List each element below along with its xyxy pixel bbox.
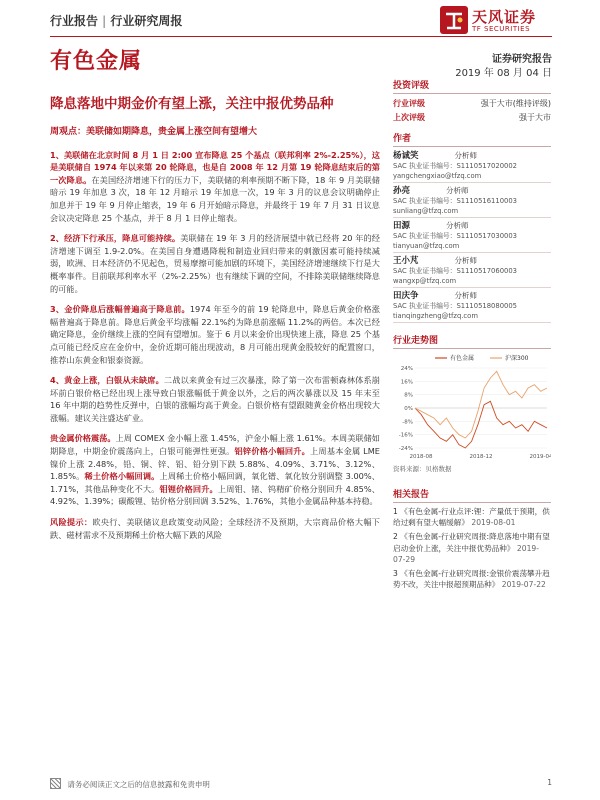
paragraph-1-text: 在美国经济增速下行的压力下，美联储的利率预期不断下降，18 年 9 月美联储暗示 19 年加息 3 次，18 年 12 月暗示 19 年加息一次，19 年 3 月的议息会议明确停止加息并于 19 年 9 月停止缩表，19 年 6 月开始暗示降息，并最终于 19 年 7 月 31 日议息会议决定降息 25 个基点，并于 8 月 1 日停止缩表。 (50, 174, 380, 223)
logo-name: 天风证券 (472, 8, 537, 26)
chart-source: 资料来源：贝格数据 (393, 465, 452, 473)
analyst-role: 分析师 (454, 151, 478, 160)
series-line-1 (415, 401, 547, 448)
paragraph-2-bold: 2、经济下行承压，降息可能持续。 (50, 233, 181, 244)
paragraph-4 (50, 374, 380, 424)
report-category-1: 行业报告 (50, 14, 99, 28)
y-tick-label: -16% (398, 432, 413, 439)
paragraph-5-text-1: 上周 COMEX 金小幅上涨 1.45%，沪金小幅上涨 1.61%。本周美联储如期降息，中期金价震荡向上，白银可能弹性更强。 (50, 433, 380, 457)
paragraph-5-bold-4: 钼锂价格回升。 (159, 483, 218, 494)
analyst-name: 田源 (393, 221, 411, 231)
y-tick-label: 24% (400, 366, 413, 372)
header-divider (50, 36, 552, 37)
x-tick-label: 2018-12 (469, 454, 493, 460)
risk-text: 欧央行、美联储议息政策变动风险；全球经济不及预期，大宗商品价格大幅下跌、磁材需求不及预期稀土价格大幅下跌的风险 (50, 517, 380, 540)
analyst-role: 分析师 (454, 291, 478, 300)
trend-chart-svg (393, 352, 551, 462)
y-tick-label: 0% (404, 406, 413, 412)
paragraph-5-text-3: 上周稀土价格小幅回调，氧化镨、氧化钕分别调整 3.00%、1.71%，其他品种变化不大。 (50, 471, 380, 494)
sector-title: 有色金属 (50, 49, 143, 74)
related-report-title[interactable]: 3 《有色金属-行业研究周报:金银价震荡攀升趋势不改，关注中报超预期品种》 (393, 569, 550, 590)
trend-chart-section (393, 333, 551, 473)
analyst-email[interactable]: sunliang@tfzq.com (393, 206, 459, 215)
analyst-name: 孙亮 (393, 186, 411, 196)
page-number: 1 (547, 778, 552, 787)
analyst (393, 150, 551, 183)
y-tick-label: -8% (402, 419, 413, 426)
report-type: 证券研究报告 (492, 54, 552, 65)
rating-value: 强于大市 (519, 113, 551, 122)
analyst-role: 分析师 (446, 221, 469, 230)
y-tick-label: -24% (398, 446, 413, 452)
report-category-2: 行业研究周报 (110, 14, 183, 28)
analyst-email[interactable]: yangchengxiao@tfzq.com (393, 171, 482, 180)
analyst-role: 分析师 (446, 186, 469, 195)
rating-row (393, 97, 551, 111)
analyst-role: 分析师 (454, 256, 478, 265)
analyst (393, 255, 551, 288)
paragraph-5-bold-3: 稀土价格小幅回调。 (84, 471, 160, 482)
legend-label: 沪深300 (505, 355, 529, 362)
paragraph-5-text-2: 上周基本金属 LME 镍价上涨 2.48%，铅、铜、锌、铝、铅分别下跌 5.88%、4.09%、3.71%、3.12%、1.85%。 (50, 446, 380, 482)
rating-head: 投资评级 (393, 78, 551, 94)
analyst (393, 290, 551, 323)
related-report-date: 2019-08-01 (471, 518, 516, 528)
paragraph-5-bold-2: 铝锌价格小幅回升。 (234, 446, 311, 457)
analyst-sac: SAC 执业证书编号：S1110517020002 (393, 162, 517, 170)
related-report[interactable] (393, 531, 551, 565)
x-tick-label: 2018-08 (409, 454, 433, 460)
analyst-sac: SAC 执业证书编号：S1110518080005 (393, 302, 517, 310)
separator: | (102, 14, 107, 28)
paragraph-1 (50, 149, 380, 225)
paragraph-2 (50, 232, 380, 295)
footer (50, 778, 552, 790)
report-body (50, 126, 380, 549)
analyst-sac: SAC 执业证书编号：S1110516110003 (393, 197, 517, 205)
trend-head: 行业走势图 (393, 333, 551, 349)
analyst-email[interactable]: tianqingzheng@tfzq.com (393, 311, 478, 320)
company-logo (440, 6, 552, 36)
risk-warning (50, 516, 380, 541)
paragraph-5-text-4: 上周钼、锗、钨精矿价格分别回升 4.85%、4.92%、1.39%；碳酸锂、钴价格分别回调 3.52%、1.76%，其他小金属品种基本持稳。 (50, 483, 380, 507)
y-tick-label: 8% (404, 392, 413, 399)
report-title: 降息落地中期金价有望上涨，关注中报优势品种 (50, 96, 334, 112)
paragraph-5 (50, 432, 380, 508)
analyst-name: 田庆争 (393, 291, 419, 301)
tf-logo-icon (440, 6, 468, 34)
paragraph-3-bold: 3、金价降息后涨幅普遍高于降息前。 (50, 304, 190, 315)
analyst-email[interactable]: wangxp@tfzq.com (393, 276, 457, 285)
related-head: 相关报告 (393, 487, 551, 503)
paragraph-3 (50, 303, 380, 366)
related-report[interactable] (393, 506, 551, 528)
related-report[interactable] (393, 568, 551, 590)
paragraph-5-bold-1: 贵金属价格震荡。 (50, 433, 116, 444)
x-tick-label: 2019-04 (529, 454, 551, 460)
risk-label: 风险提示： (50, 517, 93, 528)
analyst-name: 杨诚笑 (393, 151, 419, 161)
rating-row (393, 111, 551, 125)
analyst-sac: SAC 执业证书编号：S1110517030003 (393, 232, 517, 240)
analyst (393, 220, 551, 253)
analyst-name: 王小芃 (393, 256, 419, 266)
paragraph-4-text: 二战以来黄金有过三次暴涨，除了第一次布雷顿森林体系崩坏前白银价格已经出现上涨导致白银涨幅低于黄金以外，之后的两次暴涨以及 15 年末至 16 年中期的趋势性反弹中，白银的涨幅均高于黄金。白银价格有望跟随黄金价格出现较大涨幅。建议关注盛达矿业。 (50, 375, 380, 423)
legend-label: 有色金属 (450, 355, 475, 362)
logo-en: TF SECURITIES (472, 25, 531, 33)
disclaimer-text: 请务必阅读正文之后的信息披露和免责申明 (67, 780, 210, 789)
paragraph-4-bold: 4、黄金上涨，白银从未缺席。 (50, 375, 164, 386)
report-category (50, 12, 182, 29)
analyst-sac: SAC 执业证书编号：S1110517060003 (393, 267, 517, 275)
report-date: 2019 年 08 月 04 日 (455, 68, 552, 79)
rating-key: 上次评级 (393, 113, 425, 122)
rating-key: 行业评级 (393, 99, 425, 108)
paragraph-3-text: 1974 年至今的前 19 轮降息中，降息后黄金价格涨幅普遍高于降息前。降息后黄金平均涨幅 22.1%约为降息前涨幅 11.2%的两倍。本次已经确定降息，金价继续上涨的空间有望增加。鉴于 6 月以来金价出现快速上涨，降息 25 个基点可能已经反应在金价中，金价近期可能出现波动，8 月可能出现黄金股较好的配置窗口，推荐山东黄金和银泰资源。 (50, 304, 380, 365)
analyst (393, 185, 551, 218)
related-report-title[interactable]: 1 《有色金属-行业点评:锂：产量低于预期，供给过剩有望大幅缓解》 (393, 507, 550, 528)
qr-code-icon (50, 778, 61, 789)
related-report-title[interactable]: 2 《有色金属-行业研究周报:降息落地中期有望启动金价上涨，关注中报优势品种》 (393, 532, 550, 553)
paragraph-1-bold: 1、美联储在北京时间 8 月 1 日 2:00 宣布降息 25 个基点（联邦利率 2%-2.25%），这是美联储自 1974 年以来第 20 轮降息，也是自 2008 年 12 月第 19 轮降息结束后的第一次降息。 (50, 149, 380, 185)
paragraph-2-text: 美联储在 19 年 3 月的经济展望中就已经将 20 年的经济增速下调至 1.9-2.0%。在美国自身遭遇降税和制造业回归带来的刺激因素可能持续减弱，欧洲、日本经济仍不见起色，贸易摩擦可能加剧的环境下，美国经济增速继续下行是大概率事件。目前联邦利率水平（2%-2.25%）也有继续下调的空间，不排除美联储继续降息的可能。 (50, 233, 380, 294)
sidebar (393, 78, 551, 593)
y-tick-label: 16% (400, 379, 413, 386)
related-report-date: 2019-07-29 (393, 543, 539, 564)
analysts-head: 作者 (393, 131, 551, 147)
analyst-email[interactable]: tianyuan@tfzq.com (393, 241, 460, 250)
rating-value: 强于大市(维持评级) (480, 99, 551, 108)
weekly-view: 周观点：美联储如期降息，贵金属上涨空间有望增大 (50, 127, 258, 137)
trend-chart (393, 352, 551, 462)
related-report-date: 2019-07-22 (501, 580, 546, 590)
